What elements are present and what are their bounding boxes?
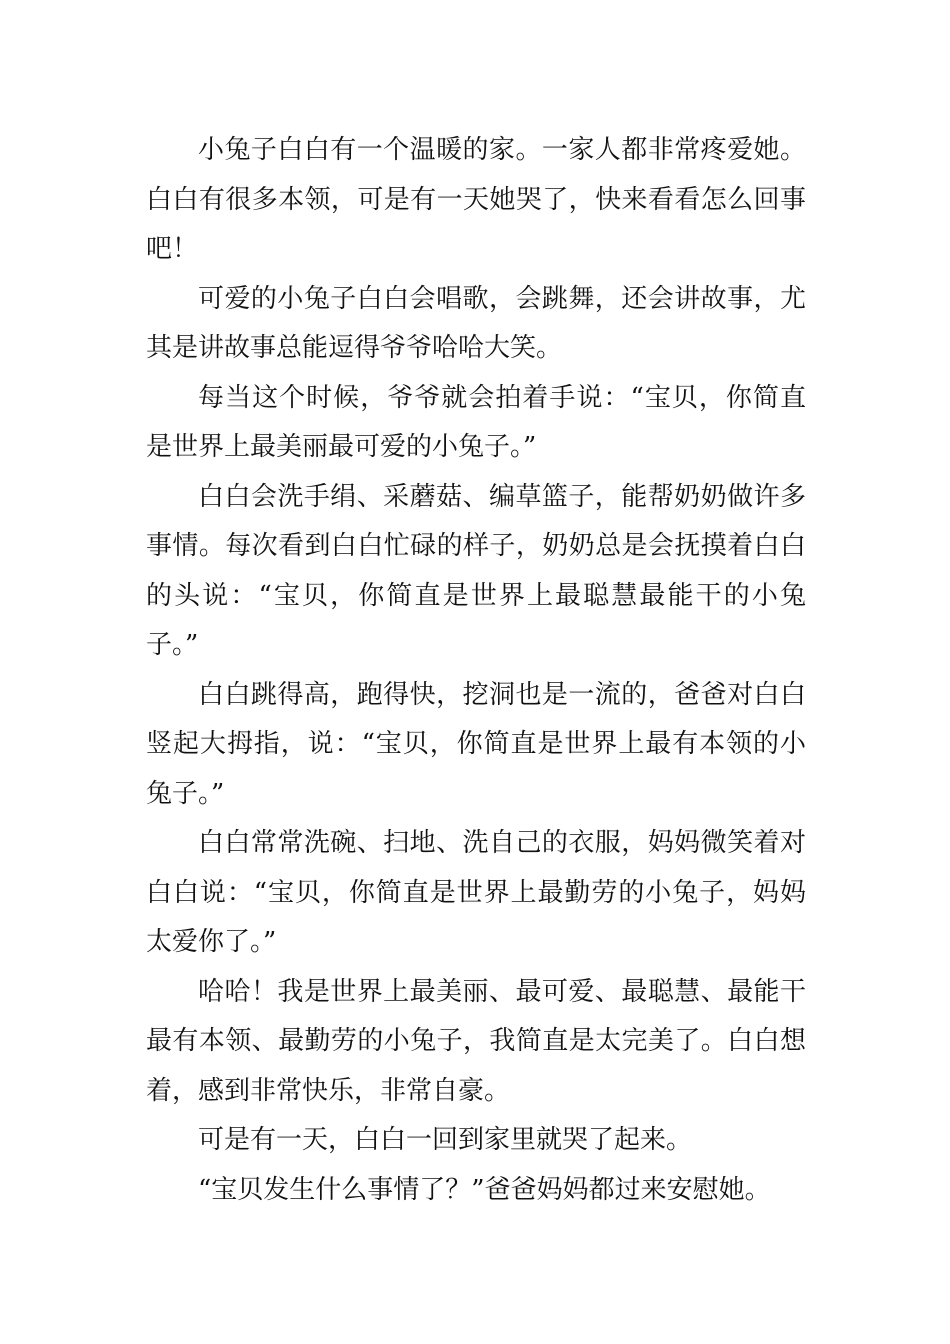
story-paragraph-3: 每当这个时候，爷爷就会拍着手说：“宝贝，你简直是世界上最美丽最可爱的小兔子。” [146, 382, 806, 462]
story-paragraph-9: “宝贝发生什么事情了？”爸爸妈妈都过来安慰她。 [198, 1174, 771, 1205]
story-paragraph-5: 白白跳得高，跑得快，挖洞也是一流的，爸爸对白白竖起大拇指，说：“宝贝，你简直是世界上最有本领的小兔子。” [146, 679, 806, 809]
story-paragraph-8: 可是有一天，白白一回到家里就哭了起来。 [198, 1125, 693, 1155]
story-paragraph-7: 哈哈！我是世界上最美丽、最可爱、最聪慧、最能干最有本领、最勤劳的小兔子，我简直是太完美了。白白想着，感到非常快乐，非常自豪。 [146, 976, 806, 1106]
story-paragraph-6: 白白常常洗碗、扫地、洗自己的衣服，妈妈微笑着对白白说：“宝贝，你简直是世界上最勤劳的小兔子，妈妈太爱你了。” [146, 828, 806, 957]
story-paragraph-4: 白白会洗手绢、采蘑菇、编草篮子，能帮奶奶做许多事情。每次看到白白忙碌的样子，奶奶总是会抚摸着白白的头说：“宝贝，你简直是世界上最聪慧最能干的小兔子。” [146, 481, 806, 660]
document-page [146, 126, 806, 1215]
story-paragraph-2: 可爱的小兔子白白会唱歌，会跳舞，还会讲故事，尤其是讲故事总能逗得爷爷哈哈大笑。 [146, 283, 806, 363]
story-paragraph-1: 小兔子白白有一个温暖的家。一家人都非常疼爱她。白白有很多本领，可是有一天她哭了，快来看看怎么回事吧！ [146, 135, 806, 264]
